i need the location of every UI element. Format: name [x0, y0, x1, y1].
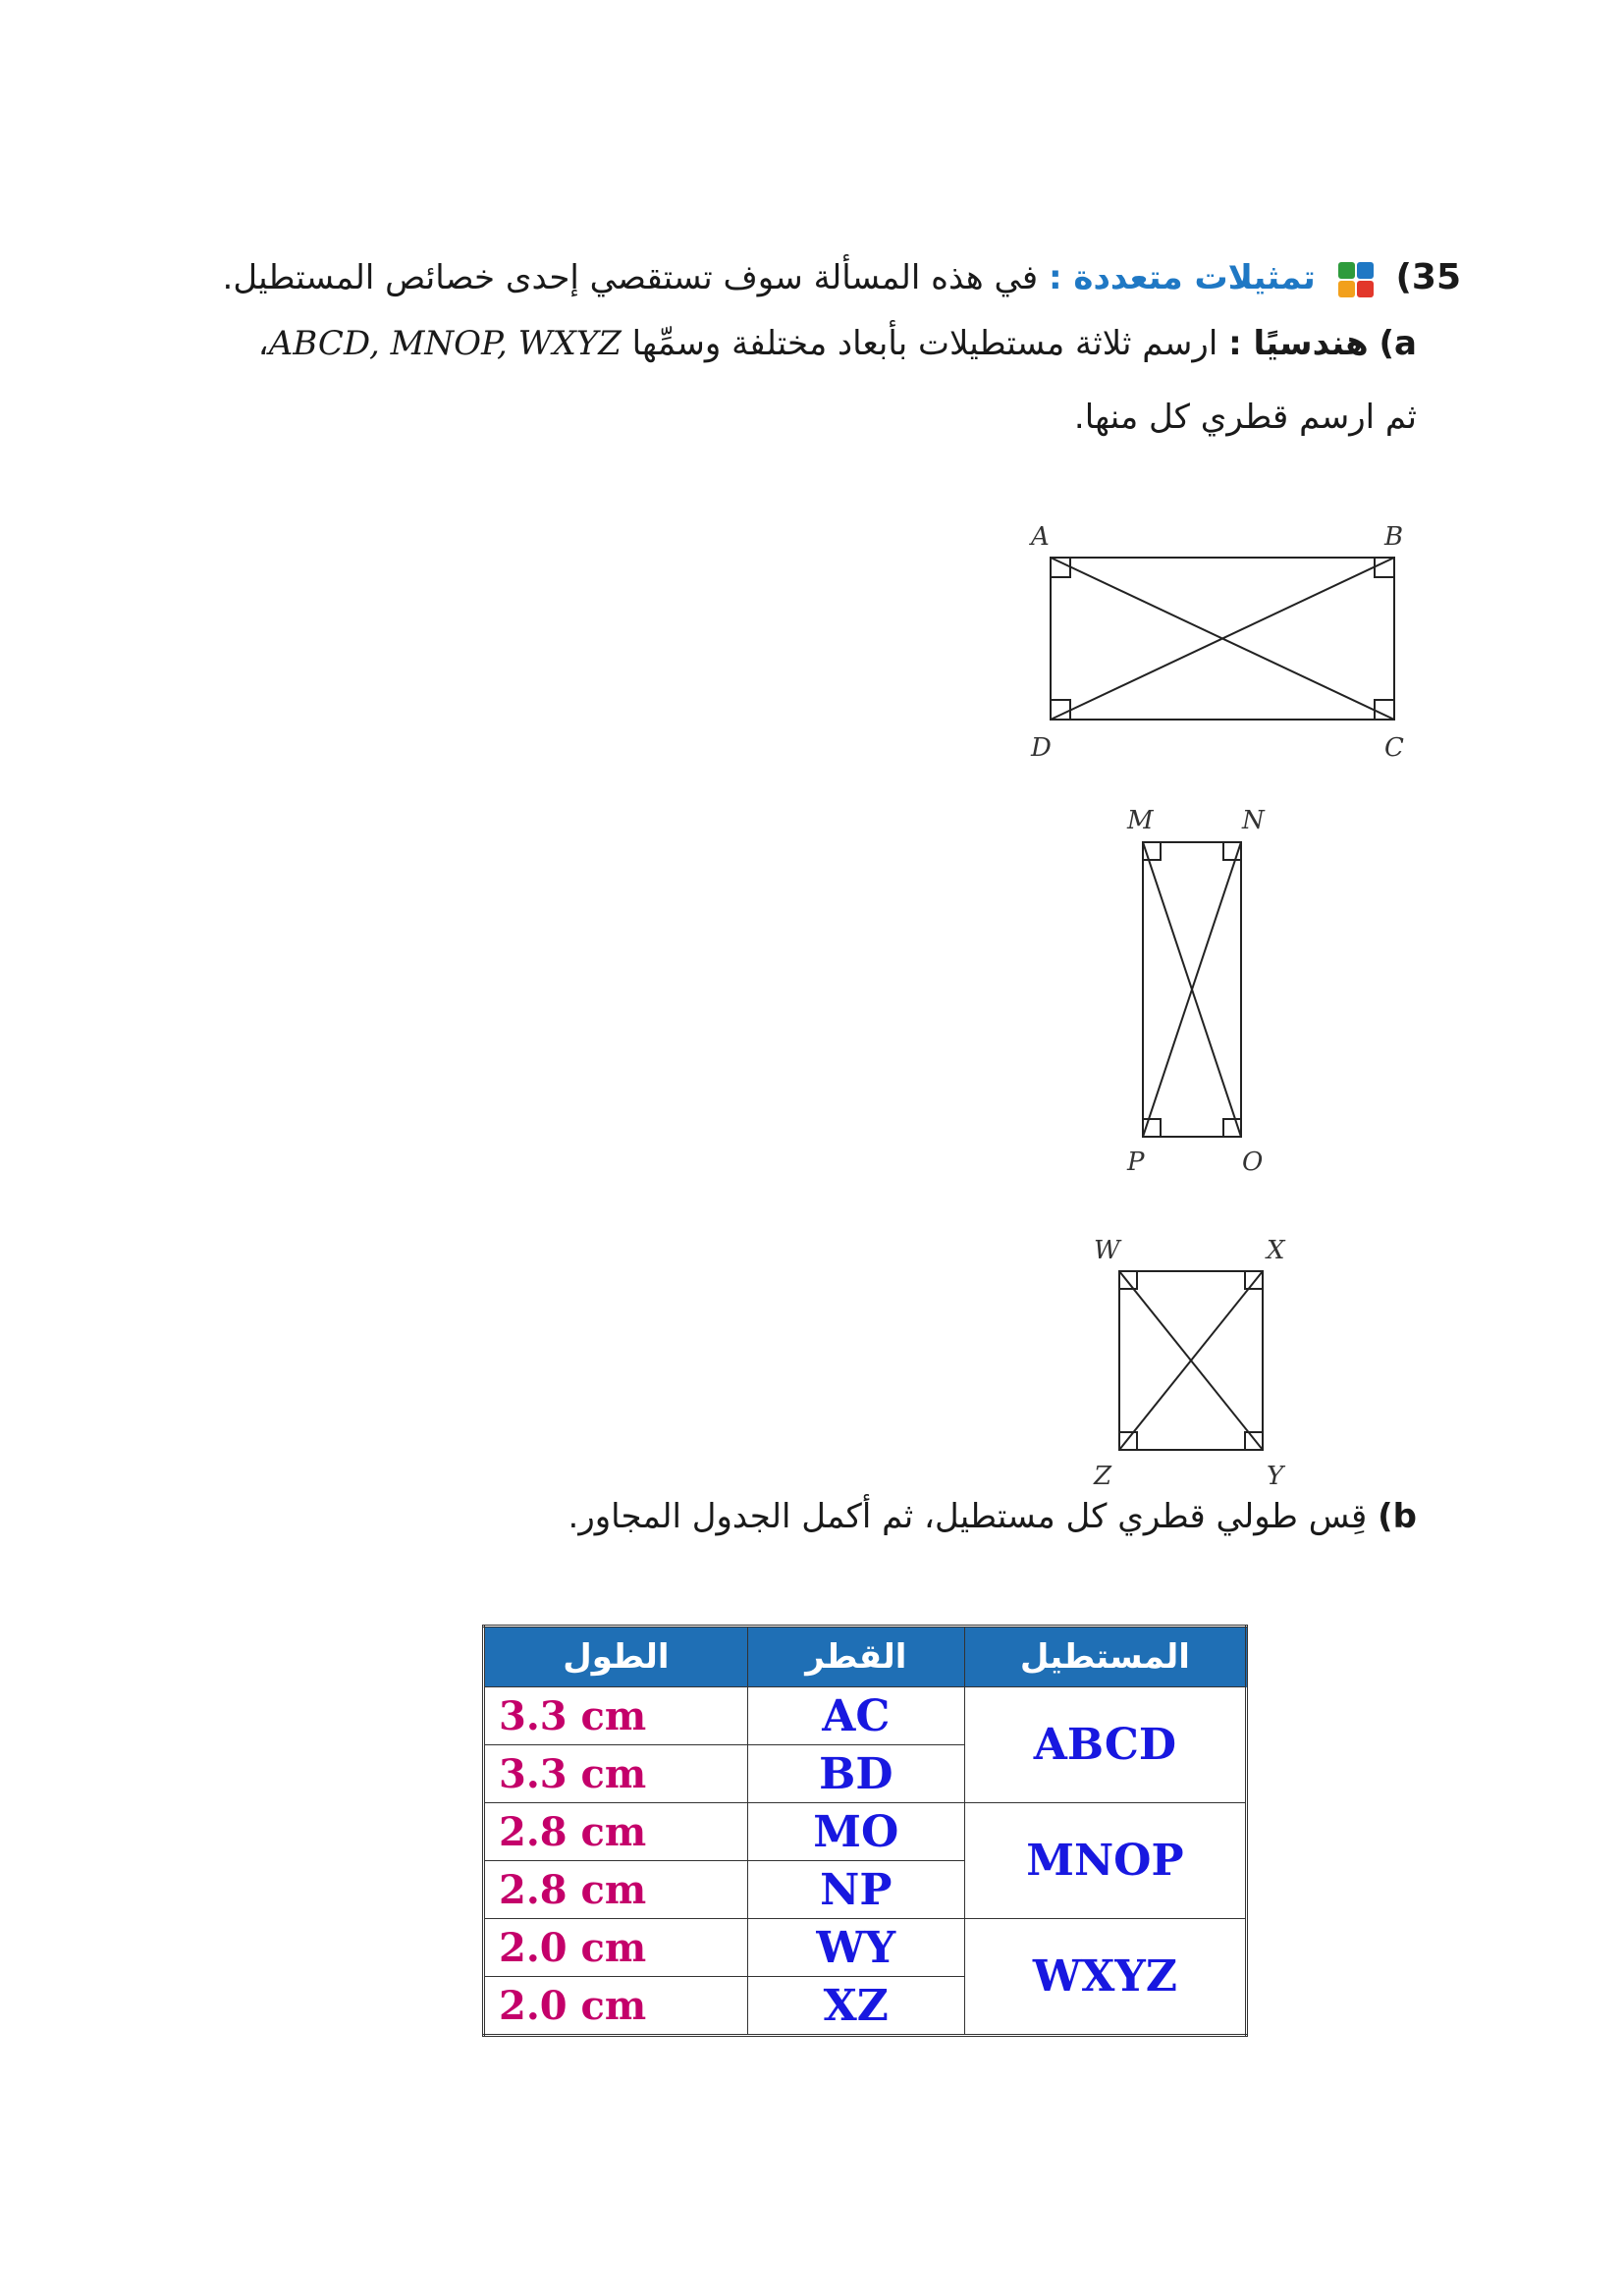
diagonal-cell: MO	[747, 1803, 964, 1861]
part-b-text: قِس طولي قطري كل مستطيل، ثم أكمل الجدول المجاور.	[568, 1497, 1368, 1536]
vertex-o: O	[1242, 1148, 1264, 1177]
diagonal-cell: NP	[747, 1861, 964, 1919]
rectangle-cell: MNOP	[964, 1803, 1246, 1919]
diagonal-cell: AC	[747, 1687, 964, 1745]
part-a-text: ارسم ثلاثة مستطيلات بأبعاد مختلفة وسمِّها	[631, 324, 1218, 363]
length-cell: 2.0 cm	[484, 1977, 748, 2036]
rectangle-cell: ABCD	[964, 1687, 1246, 1803]
length-cell: 2.0 cm	[484, 1919, 748, 1977]
puzzle-squares-icon	[1336, 260, 1376, 299]
vertex-p: P	[1127, 1148, 1145, 1177]
part-a-comma: ،	[257, 324, 269, 363]
vertex-n: N	[1242, 806, 1265, 835]
diagonals-table	[482, 1625, 1248, 2037]
vertex-z: Z	[1094, 1462, 1112, 1491]
length-cell: 2.8 cm	[484, 1803, 748, 1861]
part-a-label: a)	[1379, 324, 1417, 363]
length-cell: 2.8 cm	[484, 1861, 748, 1919]
diagonal-cell: WY	[747, 1919, 964, 1977]
rectangle-cell: WXYZ	[964, 1919, 1246, 2036]
part-b-label: b)	[1378, 1497, 1417, 1536]
table-row	[484, 1803, 1247, 1861]
part-a-line-1	[258, 324, 1417, 363]
part-b-line	[568, 1497, 1417, 1536]
header-rectangle: المستطيل	[964, 1627, 1246, 1687]
vertex-d: D	[1031, 733, 1052, 763]
vertex-b: B	[1384, 522, 1404, 552]
length-cell: 3.3 cm	[484, 1745, 748, 1803]
table-header-row	[484, 1627, 1247, 1687]
vertex-x: X	[1267, 1236, 1285, 1265]
problem-intro: في هذه المسألة سوف تستقصي إحدى خصائص المستطيل.	[222, 258, 1039, 297]
header-length: الطول	[484, 1627, 748, 1687]
vertex-a: A	[1031, 522, 1050, 552]
rectangle-mnop-figure	[1109, 795, 1296, 1178]
vertex-c: C	[1384, 733, 1404, 763]
diagonal-cell: BD	[747, 1745, 964, 1803]
part-a-names: ABCD, MNOP, WXYZ	[268, 324, 622, 363]
problem-line-1	[223, 257, 1461, 299]
rectangle-wxyz-figure	[1080, 1227, 1306, 1492]
length-cell: 3.3 cm	[484, 1687, 748, 1745]
vertex-y: Y	[1267, 1462, 1284, 1491]
header-diagonal: القطر	[747, 1627, 964, 1687]
problem-number: 35)	[1395, 257, 1461, 297]
part-a-line-2: ثم ارسم قطري كل منها.	[1073, 398, 1417, 437]
problem-heading: تمثيلات متعددة :	[1048, 258, 1316, 297]
part-a-heading: هندسيًا :	[1228, 324, 1369, 363]
vertex-w: W	[1094, 1236, 1120, 1265]
diagonal-cell: XZ	[747, 1977, 964, 2036]
vertex-m: M	[1127, 806, 1154, 835]
rectangle-abcd-figure	[1011, 515, 1424, 771]
table-row	[484, 1919, 1247, 1977]
table-row	[484, 1687, 1247, 1745]
